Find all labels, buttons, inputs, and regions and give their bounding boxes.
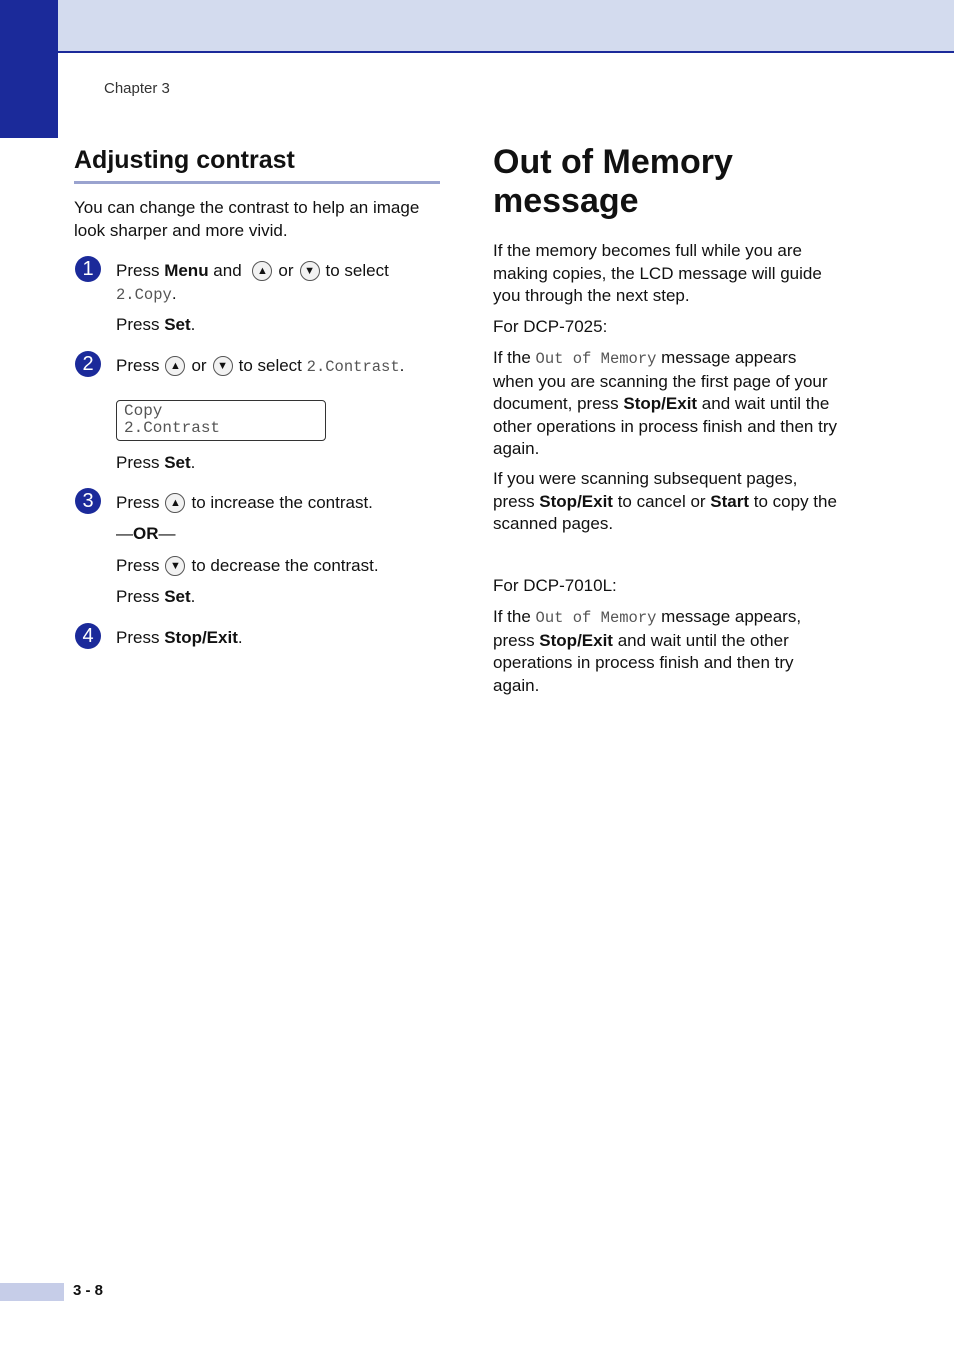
lcd-line-2: 2.Contrast	[124, 419, 221, 437]
step-4-number: 4	[75, 623, 101, 649]
page-number: 3 - 8	[73, 1282, 104, 1299]
step-4-text: Press Stop/Exit.	[116, 628, 243, 647]
step-1-number: 1	[75, 256, 101, 282]
header-band	[58, 0, 954, 53]
up-arrow-key-icon: ▲	[252, 261, 272, 281]
down-arrow-key-icon: ▼	[213, 356, 233, 376]
lcd-display	[116, 400, 326, 441]
model-label-dcp7025: For DCP-7025:	[493, 317, 608, 336]
dcp7025-paragraph-2: If you were scanning subsequent pages, press Stop/Exit to cancel or Start to copy the scanned pages.	[493, 469, 837, 533]
dcp7010l-paragraph: If the Out of Memory message appears, press Stop/Exit and wait until the other operations in process finish and then try again.	[493, 607, 802, 695]
step-3-or: —OR—	[116, 524, 176, 543]
lcd-line-1: Copy	[124, 402, 163, 420]
up-arrow-key-icon: ▲	[165, 493, 185, 513]
up-arrow-key-icon: ▲	[165, 356, 185, 376]
step-3-decrease: Press ▼ to decrease the contrast.	[116, 556, 379, 575]
step-1-press-set: Press Set.	[116, 315, 196, 334]
step-3-number: 3	[75, 488, 101, 514]
lcd-message-code: Out of Memory	[535, 609, 657, 627]
menu-code-copy: 2.Copy	[116, 285, 172, 304]
memory-intro-paragraph: If the memory becomes full while you are making copies, the LCD message will guide you through the next step.	[493, 241, 822, 305]
intro-paragraph: You can change the contrast to help an image look sharper and more vivid.	[74, 198, 420, 240]
step-2-press-set: Press Set.	[116, 453, 196, 472]
step-3-press-set: Press Set.	[116, 587, 196, 606]
step-2-text: Press ▲ or ▼ to select 2.Contrast.	[116, 356, 405, 376]
lcd-message-code: Out of Memory	[535, 350, 657, 368]
section-title-adjusting-contrast: Adjusting contrast	[74, 146, 440, 184]
section-title-out-of-memory: Out of Memory message	[493, 143, 733, 220]
dcp7025-paragraph-1: If the Out of Memory message appears when you are scanning the first page of your document, press Stop/Exit and wait until the other operations in process finish and then try again.	[493, 348, 837, 458]
chapter-tab-block	[0, 0, 58, 138]
model-label-dcp7010l: For DCP-7010L:	[493, 576, 617, 595]
down-arrow-key-icon: ▼	[165, 556, 185, 576]
footer-band	[0, 1283, 64, 1301]
down-arrow-key-icon: ▼	[300, 261, 320, 281]
step-2-number: 2	[75, 351, 101, 377]
step-1-text: Press Menu and ▲ or ▼ to select 2.Copy.	[116, 261, 389, 304]
step-3-increase: Press ▲ to increase the contrast.	[116, 493, 373, 512]
menu-code-contrast: 2.Contrast	[306, 358, 400, 376]
chapter-label: Chapter 3	[104, 80, 170, 97]
